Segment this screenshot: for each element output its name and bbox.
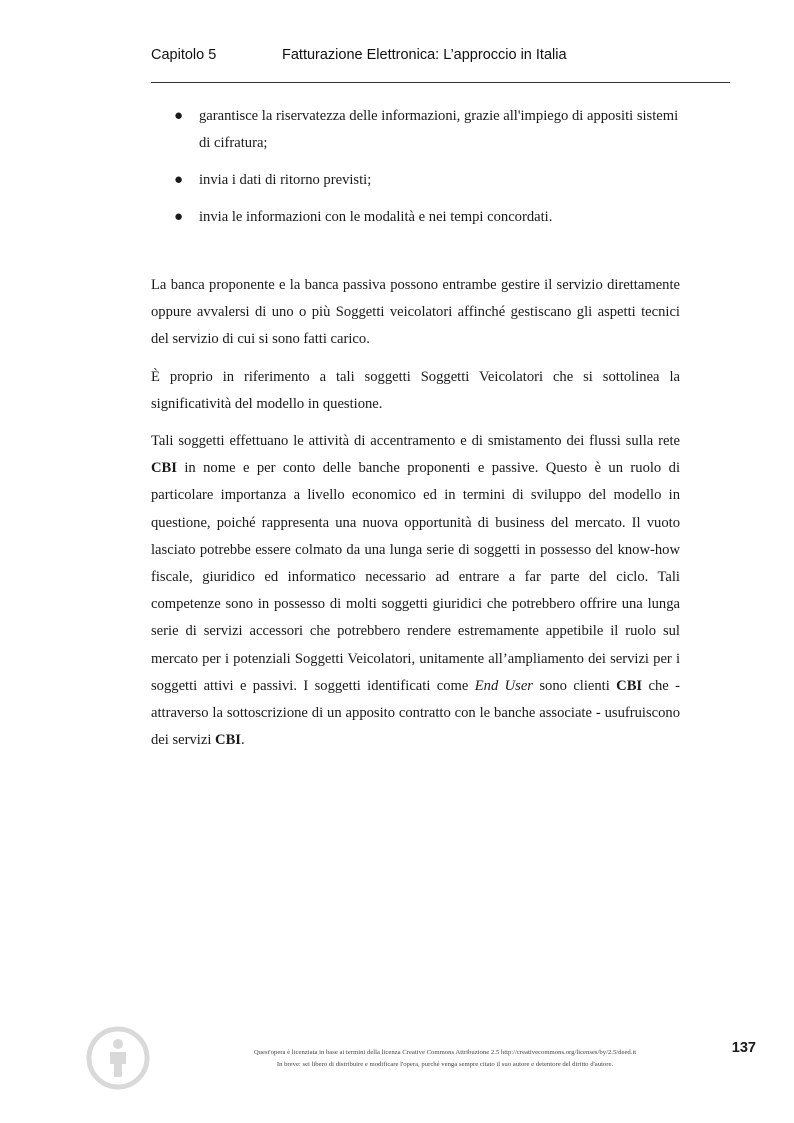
cbi-term: CBI <box>151 460 177 477</box>
cbi-term: CBI <box>215 732 241 749</box>
list-item <box>151 103 681 157</box>
list-item-text: invia i dati di ritorno previsti; <box>199 172 372 188</box>
paragraph: La banca proponente e la banca passiva possono entrambe gestire il servizio direttamente oppure avvalersi di uno o più Soggetti veicolatori affinché gestiscano gli aspetti tecnici del servizio di cui si sono fatti carico. <box>151 277 680 348</box>
bullet-icon: ● <box>174 172 184 188</box>
page-number: 137 <box>731 1040 756 1056</box>
license-line: Quest'opera è licenziata in base ai termini della licenza Creative Commons Attribuzione 2.5 http://creativecommons.org/licenses/by/2.5/deed.it <box>253 1049 637 1056</box>
header-divider <box>151 82 730 83</box>
chapter-title: Fatturazione Elettronica: L’approccio in Italia <box>282 47 567 63</box>
text-run: Tali soggetti effettuano le attività di accentramento e di smistamento dei flussi sulla rete <box>151 433 680 450</box>
bullet-icon: ● <box>174 108 184 124</box>
text-run: sono clienti <box>533 677 617 694</box>
text-run: . <box>240 732 245 749</box>
paragraph: È proprio in riferimento a tali soggetti Soggetti Veicolatori che si sottolinea la significatività del modello in questione. <box>151 368 680 412</box>
license-line: In breve: sei libero di distribuire e modificare l'opera, purché venga sempre citato il suo autore e detentore del diritto d'autore. <box>276 1061 614 1068</box>
creative-commons-attribution-icon <box>85 1025 151 1091</box>
bullet-icon: ● <box>174 209 184 225</box>
list-item <box>151 204 681 231</box>
end-user-term: End User <box>474 677 533 694</box>
list-item <box>151 167 681 194</box>
list-item-text: invia le informazioni con le modalità e nei tempi concordati. <box>199 209 553 225</box>
text-run: in nome e per conto delle banche proponenti e passive. Questo è un ruolo di particolare importanza a livello economico ed in termini di sviluppo del modello in questione, poiché rappresenta una nuova opportunità di business del mercato. Il vuoto lasciato potrebbe essere colmato da una lunga serie di soggetti in possesso del know-how fiscale, giuridico ed informatico necessario ad entrare a far parte del ciclo. Tali competenze sono in possesso di molti soggetti giuridici che potrebbero offrire una lunga serie di servizi accessori che potrebbero rendere estremamente appetibile il ruolo sul mercato per i potenziali Soggetti Veicolatori, unitamente all’ampliamento dei servizi per i soggetti attivi e passivi. I soggetti identificati come <box>151 460 680 694</box>
text-run: che - attraverso la sottoscrizione di un apposito contratto con le banche associate - usufruiscono dei servizi <box>151 677 680 749</box>
list-item-text: garantisce la riservatezza delle informazioni, grazie all'impiego di appositi sistemi di cifratura; <box>199 108 679 151</box>
paragraph <box>151 428 680 754</box>
license-notice <box>205 1047 685 1071</box>
body-text <box>151 272 680 764</box>
chapter-label: Capitolo 5 <box>151 47 217 63</box>
cbi-term: CBI <box>616 677 643 694</box>
bullet-list <box>151 103 681 241</box>
